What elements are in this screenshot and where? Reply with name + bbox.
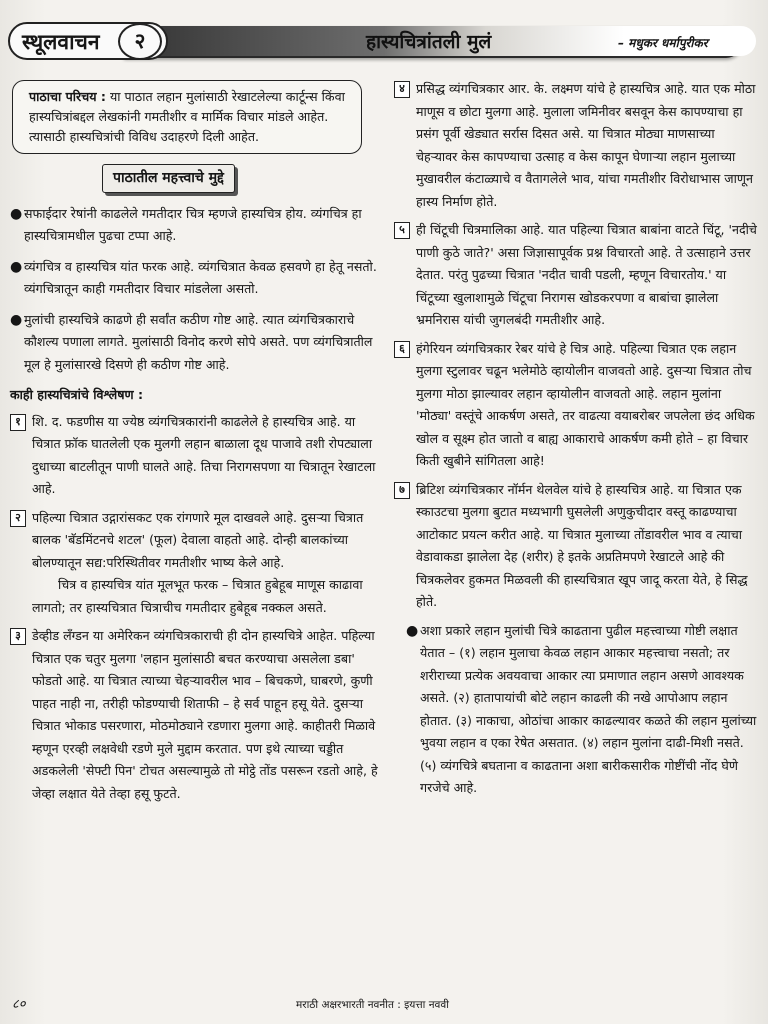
item-text: ही चिंटूची चित्रमालिका आहे. यात पहिल्या चित्रात बाबांना वाटते चिंटू, 'नदीचे पाणी कुठे जाते?' असा जिज्ञासापूर्वक प्रश्न विचारतो आहे. ते उत्साहाने उत्तर देतात. परंतु पुढच्या चित्रात 'नदीत चावी पडली, म्हणून विचारतोय.' या चिंटूच्या खुलाशामुळे चिंटूचा निरागस खोडकरपणा व बाबांचा झालेला भ्रमनिरास यांची जुगलबंदी गमतीशीर आहे. bbox=[416, 222, 757, 327]
item-number-box: ७ bbox=[394, 482, 410, 499]
book-title-footer: मराठी अक्षरभारती नवनीत : इयत्ता नववी bbox=[296, 999, 449, 1011]
item-text: ब्रिटिश व्यंगचित्रकार नॉर्मन थेलवेल यांचे हे हास्यचित्र आहे. या चित्रात एक स्काउटचा मुलगा बुटात मध्यभागी घुसलेली अणुकुचीदार वस्तू काढण्याचा आटोकाट प्रयत्न करीत आहे. या चित्रात मुलाच्या तोंडावरील भाव व त्याचा वेडावाकडा झालेला देह (शरीर) हे इतके अप्रतिमपणे रेखाटले आहे की चित्रकलेवर हुकमत मिळवली की हास्यचित्रात खूप जादू करता येते, हे सिद्ध होते. bbox=[416, 481, 748, 609]
closing-point bbox=[406, 620, 758, 800]
left-column bbox=[10, 80, 378, 811]
item-number-box: २ bbox=[10, 510, 26, 527]
item-number-box: १ bbox=[10, 414, 26, 431]
analysis-item bbox=[394, 219, 758, 332]
section-label: स्थूलवाचन bbox=[22, 30, 100, 54]
analysis-item bbox=[394, 78, 758, 213]
bullet-dot: ● bbox=[10, 258, 23, 275]
item-text: प्रसिद्ध व्यंगचित्रकार आर. के. लक्ष्मण यांचे हे हास्यचित्र आहे. यात एक मोठा माणूस व छोटा मुलगा आहे. मुलाला जमिनीवर बसवून केस कापण्याचा हा प्रसंग पूर्वी खेड्यात सर्रास दिसत असे. या चित्रात मोठ्या माणसाच्या चेहऱ्यावर केस कापण्याचा उत्साह व केस कापून घेणाऱ्या लहान मुलाच्या मुखावरील कंटाळ्याचे व वैतागलेले भाव, यांचा गमतीशीर विरोधाभास जाणून हास्य निर्माण होते. bbox=[416, 81, 756, 209]
key-points-heading: पाठातील महत्त्वाचे मुद्दे bbox=[102, 164, 235, 193]
item-text: डेव्हीड लँग्डन या अमेरिकन व्यंगचित्रकाराची ही दोन हास्यचित्रे आहेत. पहिल्या चित्रात एक चतुर मुलगा 'लहान मुलांसाठी बचत करण्याचा असलेला डबा' फोडतो आहे. या चित्रात त्याच्या चेहऱ्यावरील भाव – बिचकणे, घाबरणे, कुणी पाहत नाही ना, तरीही फोडण्याची शिताफी – हे सर्व पाहून हसू येते. दुसऱ्या चित्रात भोकाड पसरणारा, मोठमोठ्याने रडणारा मुलगा आहे. काहीतरी मिळावे म्हणून एरव्ही लक्षवेधी रडणे मुले मुद्दाम करतात. पण इथे त्याच्या चड्डीत अडकलेली 'सेफ्टी पिन' टोचत असल्यामुळे तो मोट्ठे तोंड पसरून रडतो आहे, हे जेव्हा लक्षात येते तेव्हा हसू फुटते. bbox=[32, 628, 378, 801]
closing-text: अशा प्रकारे लहान मुलांची चित्रे काढताना पुढील महत्त्वाच्या गोष्टी लक्षात येतात – (१) लहान मुलाचा केवळ लहान आकार महत्त्वाचा नसतो; तर शरीराच्या प्रत्येक अवयवाचा आकार त्या प्रमाणात लहान असणे आवश्यक असते. (२) हातापायांची बोटे लहान काढली की नखे आपोआप लहान होतात. (३) नाकाचा, ओठांचा आकार काढल्यावर कळते की लहान मुलांच्या भुवया लहान व एका रेषेत असतात. (४) लहान मुलांना दाढी-मिशी नसते. (५) व्यंगचित्रे बघताना व काढताना अशा बारीकसारीक गोष्टींची नोंद घेणे गरजेचे आहे. bbox=[420, 622, 757, 795]
analysis-item bbox=[10, 507, 378, 620]
page-number: ८० bbox=[12, 997, 26, 1012]
author-name: – मधुकर धर्मापुरीकर bbox=[618, 36, 708, 50]
item-number-box: ६ bbox=[394, 341, 410, 358]
lesson-banner bbox=[6, 22, 746, 64]
bullet-dot: ● bbox=[10, 205, 23, 222]
intro-text: या पाठात लहान मुलांसाठी रेखाटलेल्या कार्टून्स किंवा हास्यचित्रांबद्दल लेखकांनी गमतीशीर व मार्मिक विचार मांडले आहेत. त्यासाठी हास्यचित्रांची विविध उदाहरणे दिली आहेत. bbox=[29, 89, 345, 144]
item-number-box: ५ bbox=[394, 222, 410, 239]
item-text: चित्र व हास्यचित्र यांत मूलभूत फरक – चित्रात हुबेहूब माणूस काढावा लागतो; तर हास्यचित्रात चित्राचीच गमतीदार हुबेहूब नक्कल असते. bbox=[32, 577, 363, 615]
item-text: पहिल्या चित्रात उद्गारांसकट एक रांगणारे मूल दाखवले आहे. दुसऱ्या चित्रात बालक 'बॅडमिंटनचे शटल' (फूल) देवाला वाहतो आहे. दोन्ही बालकांच्या बोलण्यातून सद्य:परिस्थितीवर गमतीशीर भाष्य केले आहे. bbox=[32, 509, 364, 570]
item-text: हंगेरियन व्यंगचित्रकार रेबर यांचे हे चित्र आहे. पहिल्या चित्रात एक लहान मुलगा स्टुलावर चढून भलेमोठे व्हायोलीन वाजवतो आहे. दुसऱ्या चित्रात तोच मुलगा मोठा झाल्यावर लहान व्हायोलीन वाजवतो आहे. लहान मुलांना 'मोठ्या' वस्तूंचे आकर्षण असते, तर वाढत्या वयाबरोबर जपलेला छंद अधिक खोल व सूक्ष्म होत जातो व बाह्य आकाराचे आकर्षण कमी होते – हा विचार किती खुबीने सांगितला आहे! bbox=[416, 340, 755, 468]
intro-box bbox=[12, 80, 362, 154]
item-number-box: ३ bbox=[10, 628, 26, 645]
intro-label: पाठाचा परिचय : bbox=[29, 89, 106, 104]
key-point-text: व्यंगचित्र व हास्यचित्र यांत फरक आहे. व्यंगचित्रात केवळ हसवणे हा हेतू नसतो. व्यंगचित्रातून काही गमतीदार विचार मांडलेला असतो. bbox=[24, 258, 377, 296]
bullet-dot: ● bbox=[10, 311, 23, 328]
key-point bbox=[10, 309, 378, 377]
analysis-item bbox=[394, 338, 758, 473]
item-text: शि. द. फडणीस या ज्येष्ठ व्यंगचित्रकारांनी काढलेले हे हास्यचित्र आहे. या चित्रात फ्रॉक घातलेली एक मुलगी लहान बाळाला दूध पाजावे तशी रोपट्याला दुधाच्या बाटलीतून पाणी घालते आहे. तिचा निरागसपणा या चित्रातून रेखाटला आहे. bbox=[32, 413, 376, 496]
analysis-heading: काही हास्यचित्रांचे विश्लेषण : bbox=[10, 387, 144, 402]
analysis-item bbox=[394, 479, 758, 614]
item-number-box: ४ bbox=[394, 81, 410, 98]
lesson-number: २ bbox=[118, 23, 162, 60]
bullet-dot: ● bbox=[406, 622, 419, 639]
key-point-text: मुलांची हास्यचित्रे काढणे ही सर्वांत कठीण गोष्ट आहे. त्यात व्यंगचित्रकाराचे कौशल्य पणाला लागते. मुलांसाठी विनोद करणे सोपे असते. पण व्यंगचित्रातील मूल हे मुलांसारखे दिसणे ही कठीण गोष्ट आहे. bbox=[24, 311, 373, 372]
lesson-title: हास्यचित्रांतली मुलं bbox=[366, 31, 492, 53]
key-point bbox=[10, 203, 378, 248]
key-point bbox=[10, 256, 378, 301]
analysis-item bbox=[10, 625, 378, 805]
analysis-item bbox=[10, 411, 378, 501]
key-point-text: सफाईदार रेषांनी काढलेले गमतीदार चित्र म्हणजे हास्यचित्र होय. व्यंगचित्र हा हास्यचित्रामधील पुढचा टप्पा आहे. bbox=[24, 205, 362, 243]
right-column bbox=[394, 78, 758, 808]
